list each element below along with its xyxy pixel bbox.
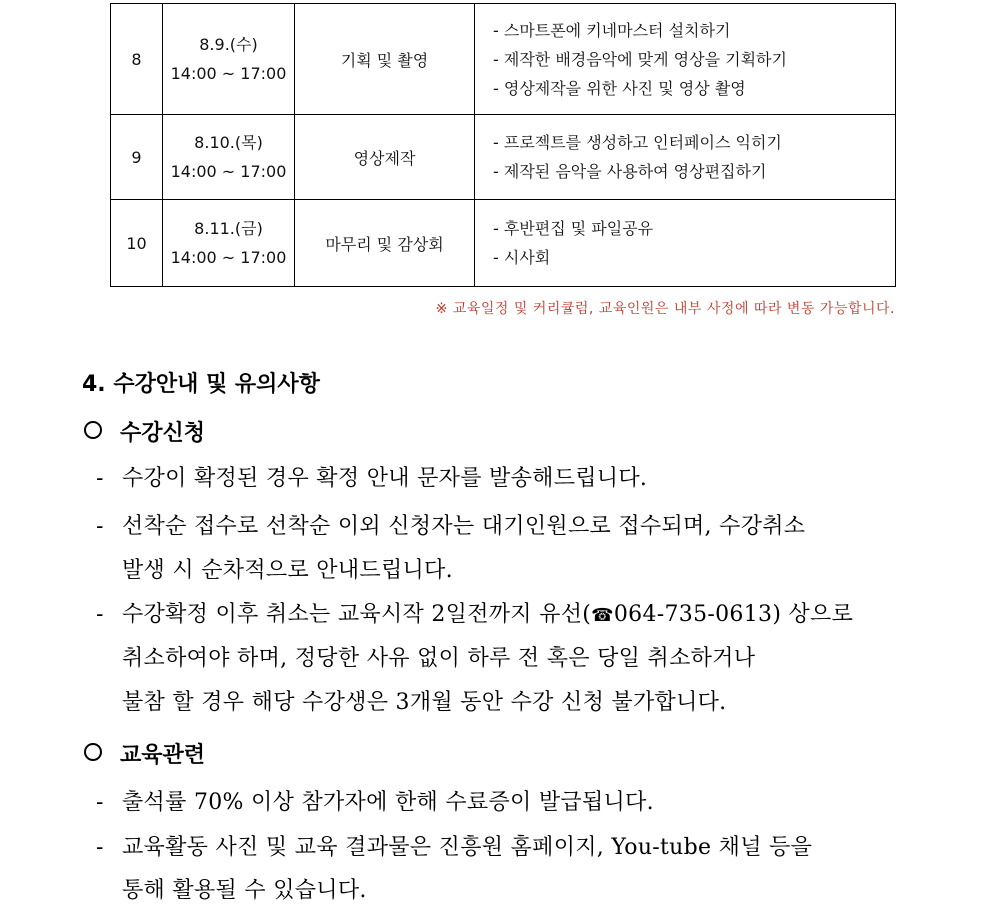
session-number: 10	[111, 200, 163, 287]
table-row	[111, 4, 896, 115]
list-item	[96, 785, 654, 816]
list-item	[96, 597, 853, 628]
content-item: - 스마트폰에 키네마스터 설치하기	[493, 20, 731, 40]
session-content	[475, 115, 896, 200]
table-row	[111, 115, 896, 200]
time-text: 14:00 ~ 17:00	[170, 64, 287, 83]
time-text: 14:00 ~ 17:00	[170, 162, 287, 181]
content-item: - 제작된 음악을 사용하여 영상편집하기	[493, 162, 767, 181]
list-item-continuation: 취소하여야 하며, 정당한 사유 없이 하루 전 혹은 당일 취소하거나	[122, 646, 756, 671]
content-item: - 후반편집 및 파일공유	[493, 219, 654, 238]
session-topic: 기획 및 촬영	[295, 4, 475, 115]
session-content	[475, 4, 896, 115]
list-item-continuation: 발생 시 순차적으로 안내드립니다.	[122, 558, 453, 583]
date-text: 8.10.(목)	[194, 133, 263, 152]
session-topic: 마무리 및 감상회	[295, 200, 475, 287]
subsection-title-registration	[84, 416, 205, 447]
circle-bullet-icon	[84, 421, 102, 439]
list-item-text: 교육활동 사진 및 교육 결과물은 진흥원 홈페이지, You-tube 채널 등을	[122, 835, 813, 860]
date-text: 8.9.(수)	[199, 35, 258, 54]
dash-bullet: -	[96, 790, 104, 815]
session-date	[163, 4, 295, 115]
date-text: 8.11.(금)	[194, 219, 263, 238]
phone-number-text: 064-735-0613) 상으로	[613, 602, 854, 627]
schedule-note: ※ 교육일정 및 커리큘럼, 교육인원은 내부 사정에 따라 변동 가능합니다.	[435, 301, 895, 317]
list-item-continuation: 불참 할 경우 해당 수강생은 3개월 동안 수강 신청 불가합니다.	[122, 690, 727, 715]
content-item: - 시사회	[493, 248, 551, 267]
dash-bullet: -	[96, 514, 104, 539]
session-date	[163, 115, 295, 200]
list-item-text: 수강이 확정된 경우 확정 안내 문자를 발송해드립니다.	[122, 466, 648, 491]
circle-bullet-icon	[84, 743, 102, 761]
session-date	[163, 200, 295, 287]
subsection-title-text: 수강신청	[120, 420, 206, 446]
content-item: - 제작한 배경음악에 맞게 영상을 기획하기	[493, 49, 787, 69]
session-content	[475, 200, 896, 287]
list-item	[96, 830, 812, 861]
session-topic: 영상제작	[295, 115, 475, 200]
table-row	[111, 200, 896, 287]
section-heading: 4. 수강안내 및 유의사항	[82, 372, 320, 397]
subsection-title-text: 교육관련	[120, 742, 206, 768]
schedule-table	[110, 3, 896, 287]
list-item-text: 수강확정 이후 취소는 교육시작 2일전까지 유선(	[122, 602, 592, 627]
subsection-title-education	[84, 738, 205, 769]
dash-bullet: -	[96, 835, 104, 860]
session-number: 8	[111, 4, 163, 115]
dash-bullet: -	[96, 466, 104, 491]
session-number: 9	[111, 115, 163, 200]
list-item-text: 선착순 접수로 선착순 이외 신청자는 대기인원으로 접수되며, 수강취소	[122, 514, 806, 539]
dash-bullet: -	[96, 602, 104, 627]
list-item	[96, 509, 805, 540]
content-item: - 프로젝트를 생성하고 인터페이스 익히기	[493, 133, 782, 152]
content-item: - 영상제작을 위한 사진 및 영상 촬영	[493, 78, 746, 98]
list-item	[96, 461, 647, 492]
phone-icon: ☎	[591, 605, 614, 626]
list-item-continuation: 통해 활용될 수 있습니다.	[122, 878, 367, 903]
list-item-text: 출석률 70% 이상 참가자에 한해 수료증이 발급됩니다.	[122, 790, 654, 815]
time-text: 14:00 ~ 17:00	[170, 248, 287, 267]
